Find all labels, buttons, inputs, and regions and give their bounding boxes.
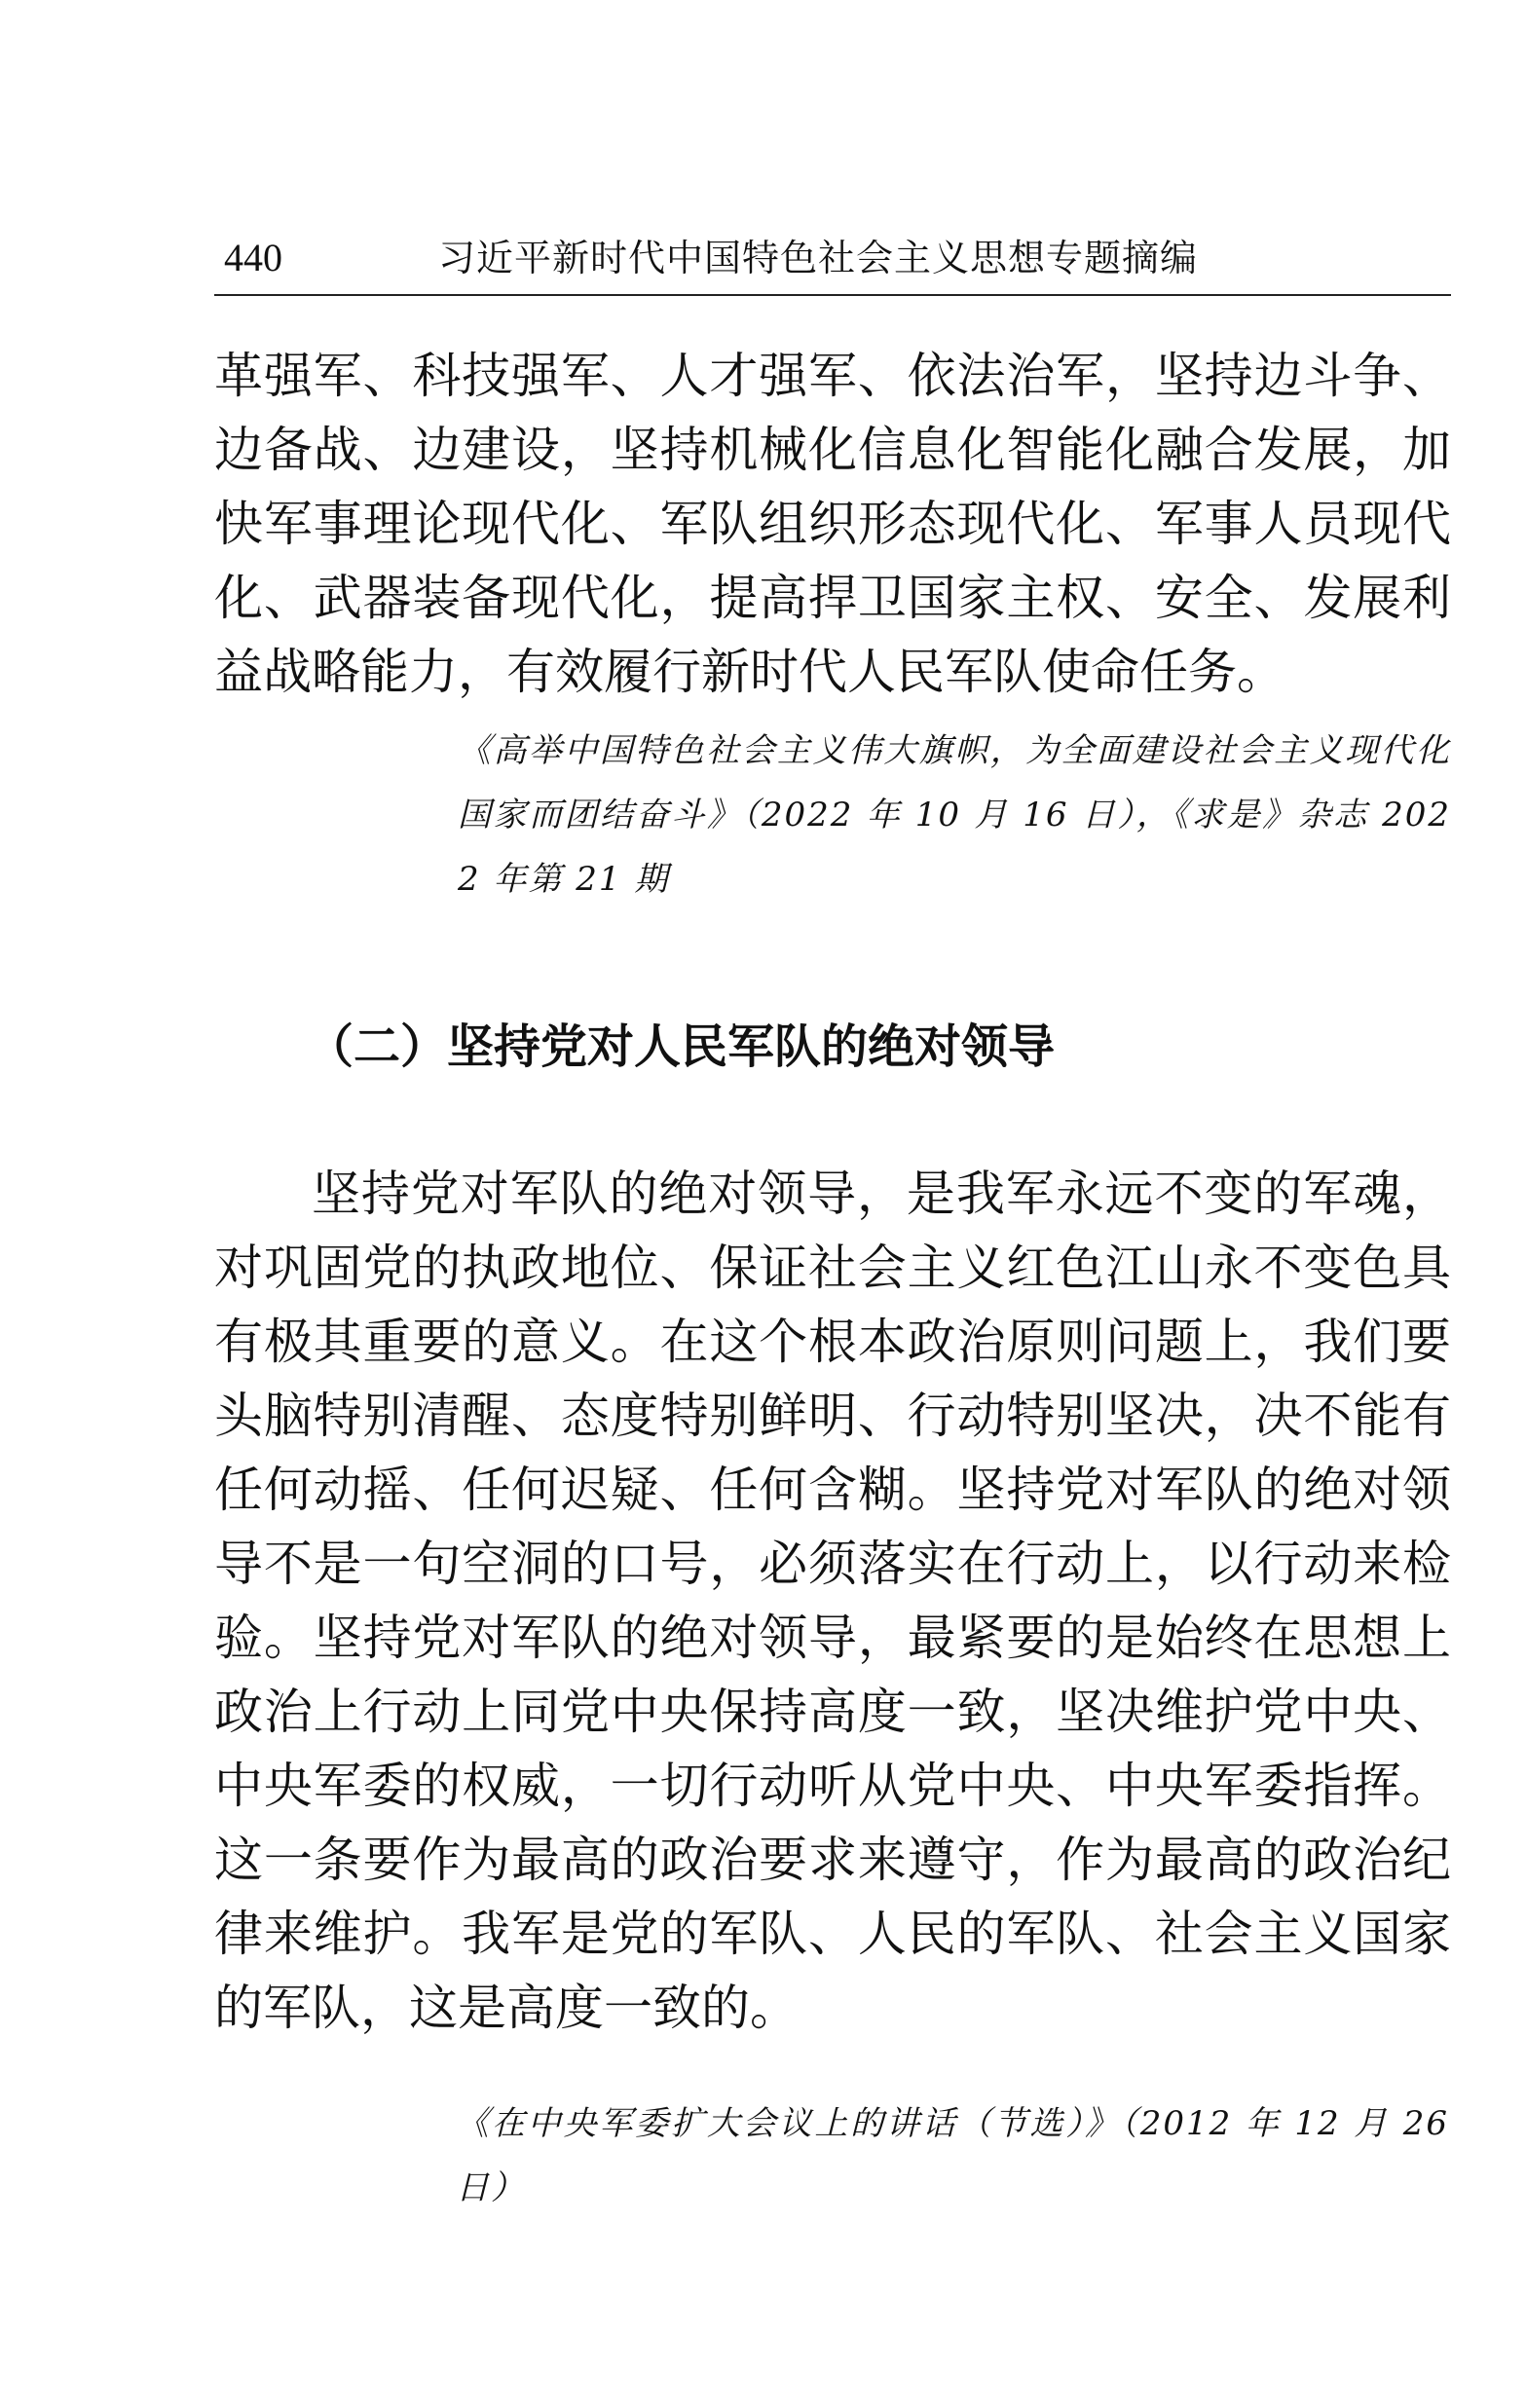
source-citation: 《高举中国特色社会主义伟大旗帜，为全面建设社会主义现代化国家而团结奋斗》（2022 年 10 月 16 日），《求是》杂志 2022 年第 21 期 [458,731,1451,899]
body-paragraph: 坚持党对军队的绝对领导，是我军永远不变的军魂，对巩固党的执政地位、保证社会主义红色江山永不变色具有极其重要的意义。在这个根本政治原则问题上，我们要头脑特别清醒、态度特别鲜明、行动特别坚决，决不能有任何动摇、任何迟疑、任何含糊。坚持党对军队的绝对领导不是一句空洞的口号，必须落实在行动上，以行动来检验。坚持党对军队的绝对领导，最紧要的是始终在思想上政治上行动上同党中央保持高度一致，坚决维护党中央、中央军委的权威，一切行动听从党中央、中央军委指挥。这一条要作为最高的政治要求来遵守，作为最高的政治纪律来维护。我军是党的军队、人民的军队、社会主义国家的军队，这是高度一致的。 [214,1166,1451,2036]
page-header [214,226,1451,296]
source-citation-2: 《在中央军委扩大会议上的讲话（节选）》（2012 年 12 月 26 日） [456,2104,1449,2207]
section-heading: （二）坚持党对人民军队的绝对领导 [307,1019,1056,1074]
running-title: 习近平新时代中国特色社会主义思想专题摘编 [438,237,1199,279]
page-number: 440 [224,236,282,279]
body-paragraph-continued: 革强军、科技强军、人才强军、依法治军，坚持边斗争、边备战、边建设，坚持机械化信息化智能化融合发展，加快军事理论现代化、军队组织形态现代化、军事人员现代化、武器装备现代化，提高捍卫国家主权、安全、发展利益战略能力，有效履行新时代人民军队使命任务。 [214,348,1451,700]
